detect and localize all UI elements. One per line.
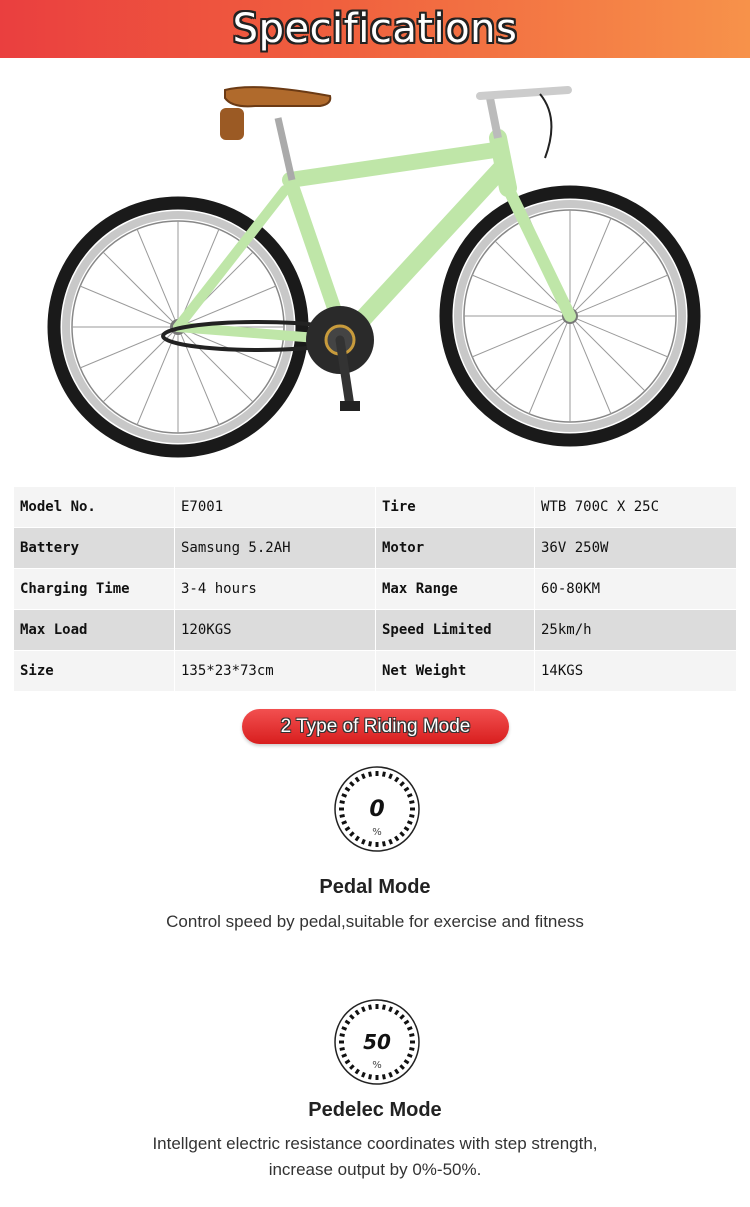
- gauge-tick: [407, 822, 412, 824]
- spec-value: 25km/h: [535, 610, 737, 651]
- gauge-tick: [409, 1035, 414, 1036]
- spec-label: Speed Limited: [376, 610, 535, 651]
- description-line: increase output by 0%-50%.: [268, 1160, 482, 1179]
- spec-label: Max Load: [14, 610, 175, 651]
- gauge-tick: [362, 1007, 364, 1012]
- spec-value: 14KGS: [535, 651, 737, 692]
- spec-value: 135*23*73cm: [175, 651, 376, 692]
- gauge-value: 50: [363, 1030, 391, 1054]
- gauge-tick: [342, 822, 347, 824]
- bicycle-product-image: [40, 78, 710, 458]
- gauge-tick: [370, 1005, 371, 1010]
- spec-value: E7001: [175, 487, 376, 528]
- gauge-tick: [342, 1027, 347, 1029]
- gauge-tick: [407, 1055, 412, 1057]
- gauge-tick: [342, 794, 347, 796]
- gauge-tick: [390, 1007, 392, 1012]
- spec-value: 3-4 hours: [175, 569, 376, 610]
- specifications-table: [14, 487, 737, 692]
- section-title-text: 2 Type of Riding Mode: [280, 715, 471, 737]
- gauge-tick: [340, 815, 345, 816]
- spec-label: Charging Time: [14, 569, 175, 610]
- dial-gauge-icon: [333, 765, 421, 853]
- gauge-tick: [362, 774, 364, 779]
- pedal-mode-description: [0, 909, 750, 935]
- table-row: [14, 651, 737, 692]
- gauge-tick: [383, 841, 384, 846]
- pedal: [340, 401, 360, 411]
- gauge-unit: %: [372, 1060, 382, 1071]
- gauge-tick: [407, 1027, 412, 1029]
- spec-value: Samsung 5.2AH: [175, 528, 376, 569]
- gauge-tick: [390, 774, 392, 779]
- gauge-tick: [407, 794, 412, 796]
- gauge-tick: [383, 1005, 384, 1010]
- pedelec-mode-title: Pedelec Mode: [308, 1099, 442, 1121]
- spec-value: WTB 700C X 25C: [535, 487, 737, 528]
- spec-label: Tire: [376, 487, 535, 528]
- gauge-tick: [370, 1074, 371, 1079]
- pedal-mode-title: Pedal Mode: [319, 876, 431, 898]
- gauge-tick: [390, 1072, 392, 1077]
- gauge-tick: [362, 839, 364, 844]
- seat-post: [278, 118, 292, 180]
- gauge-tick: [409, 802, 414, 803]
- saddle-bag: [220, 108, 244, 140]
- gauge-tick: [362, 1072, 364, 1077]
- gauge-value: 0: [369, 797, 385, 822]
- spec-label: Motor: [376, 528, 535, 569]
- gauge-tick: [409, 1048, 414, 1049]
- table-row: [14, 569, 737, 610]
- handlebar: [480, 90, 568, 96]
- gauge-unit: %: [372, 827, 382, 838]
- spec-value: 120KGS: [175, 610, 376, 651]
- dial-gauge-icon: [333, 998, 421, 1086]
- pedelec-mode-description: [0, 1131, 750, 1183]
- gauge-tick: [409, 815, 414, 816]
- gauge-tick: [340, 1035, 345, 1036]
- page-title: Specifications: [232, 6, 518, 52]
- spec-label: Max Range: [376, 569, 535, 610]
- table-row: [14, 487, 737, 528]
- gauge-tick: [340, 1048, 345, 1049]
- description-line: Intellgent electric resistance coordinates with step strength,: [152, 1134, 598, 1153]
- gauge-tick: [390, 839, 392, 844]
- spec-value: 60-80KM: [535, 569, 737, 610]
- spec-label: Battery: [14, 528, 175, 569]
- riding-mode-section-title: [242, 709, 509, 744]
- specifications-banner: [0, 0, 750, 58]
- table-row: [14, 610, 737, 651]
- gauge-tick: [342, 1055, 347, 1057]
- table-row: [14, 528, 737, 569]
- description-line: Control speed by pedal,suitable for exercise and fitness: [166, 912, 584, 931]
- gauge-tick: [370, 841, 371, 846]
- gauge-tick: [383, 1074, 384, 1079]
- stem: [490, 98, 498, 138]
- leather-saddle: [225, 87, 330, 106]
- spec-label: Model No.: [14, 487, 175, 528]
- spec-label: Net Weight: [376, 651, 535, 692]
- gauge-tick: [370, 772, 371, 777]
- gauge-tick: [340, 802, 345, 803]
- spec-value: 36V 250W: [535, 528, 737, 569]
- spec-label: Size: [14, 651, 175, 692]
- brake-cable: [540, 94, 551, 158]
- gauge-tick: [383, 772, 384, 777]
